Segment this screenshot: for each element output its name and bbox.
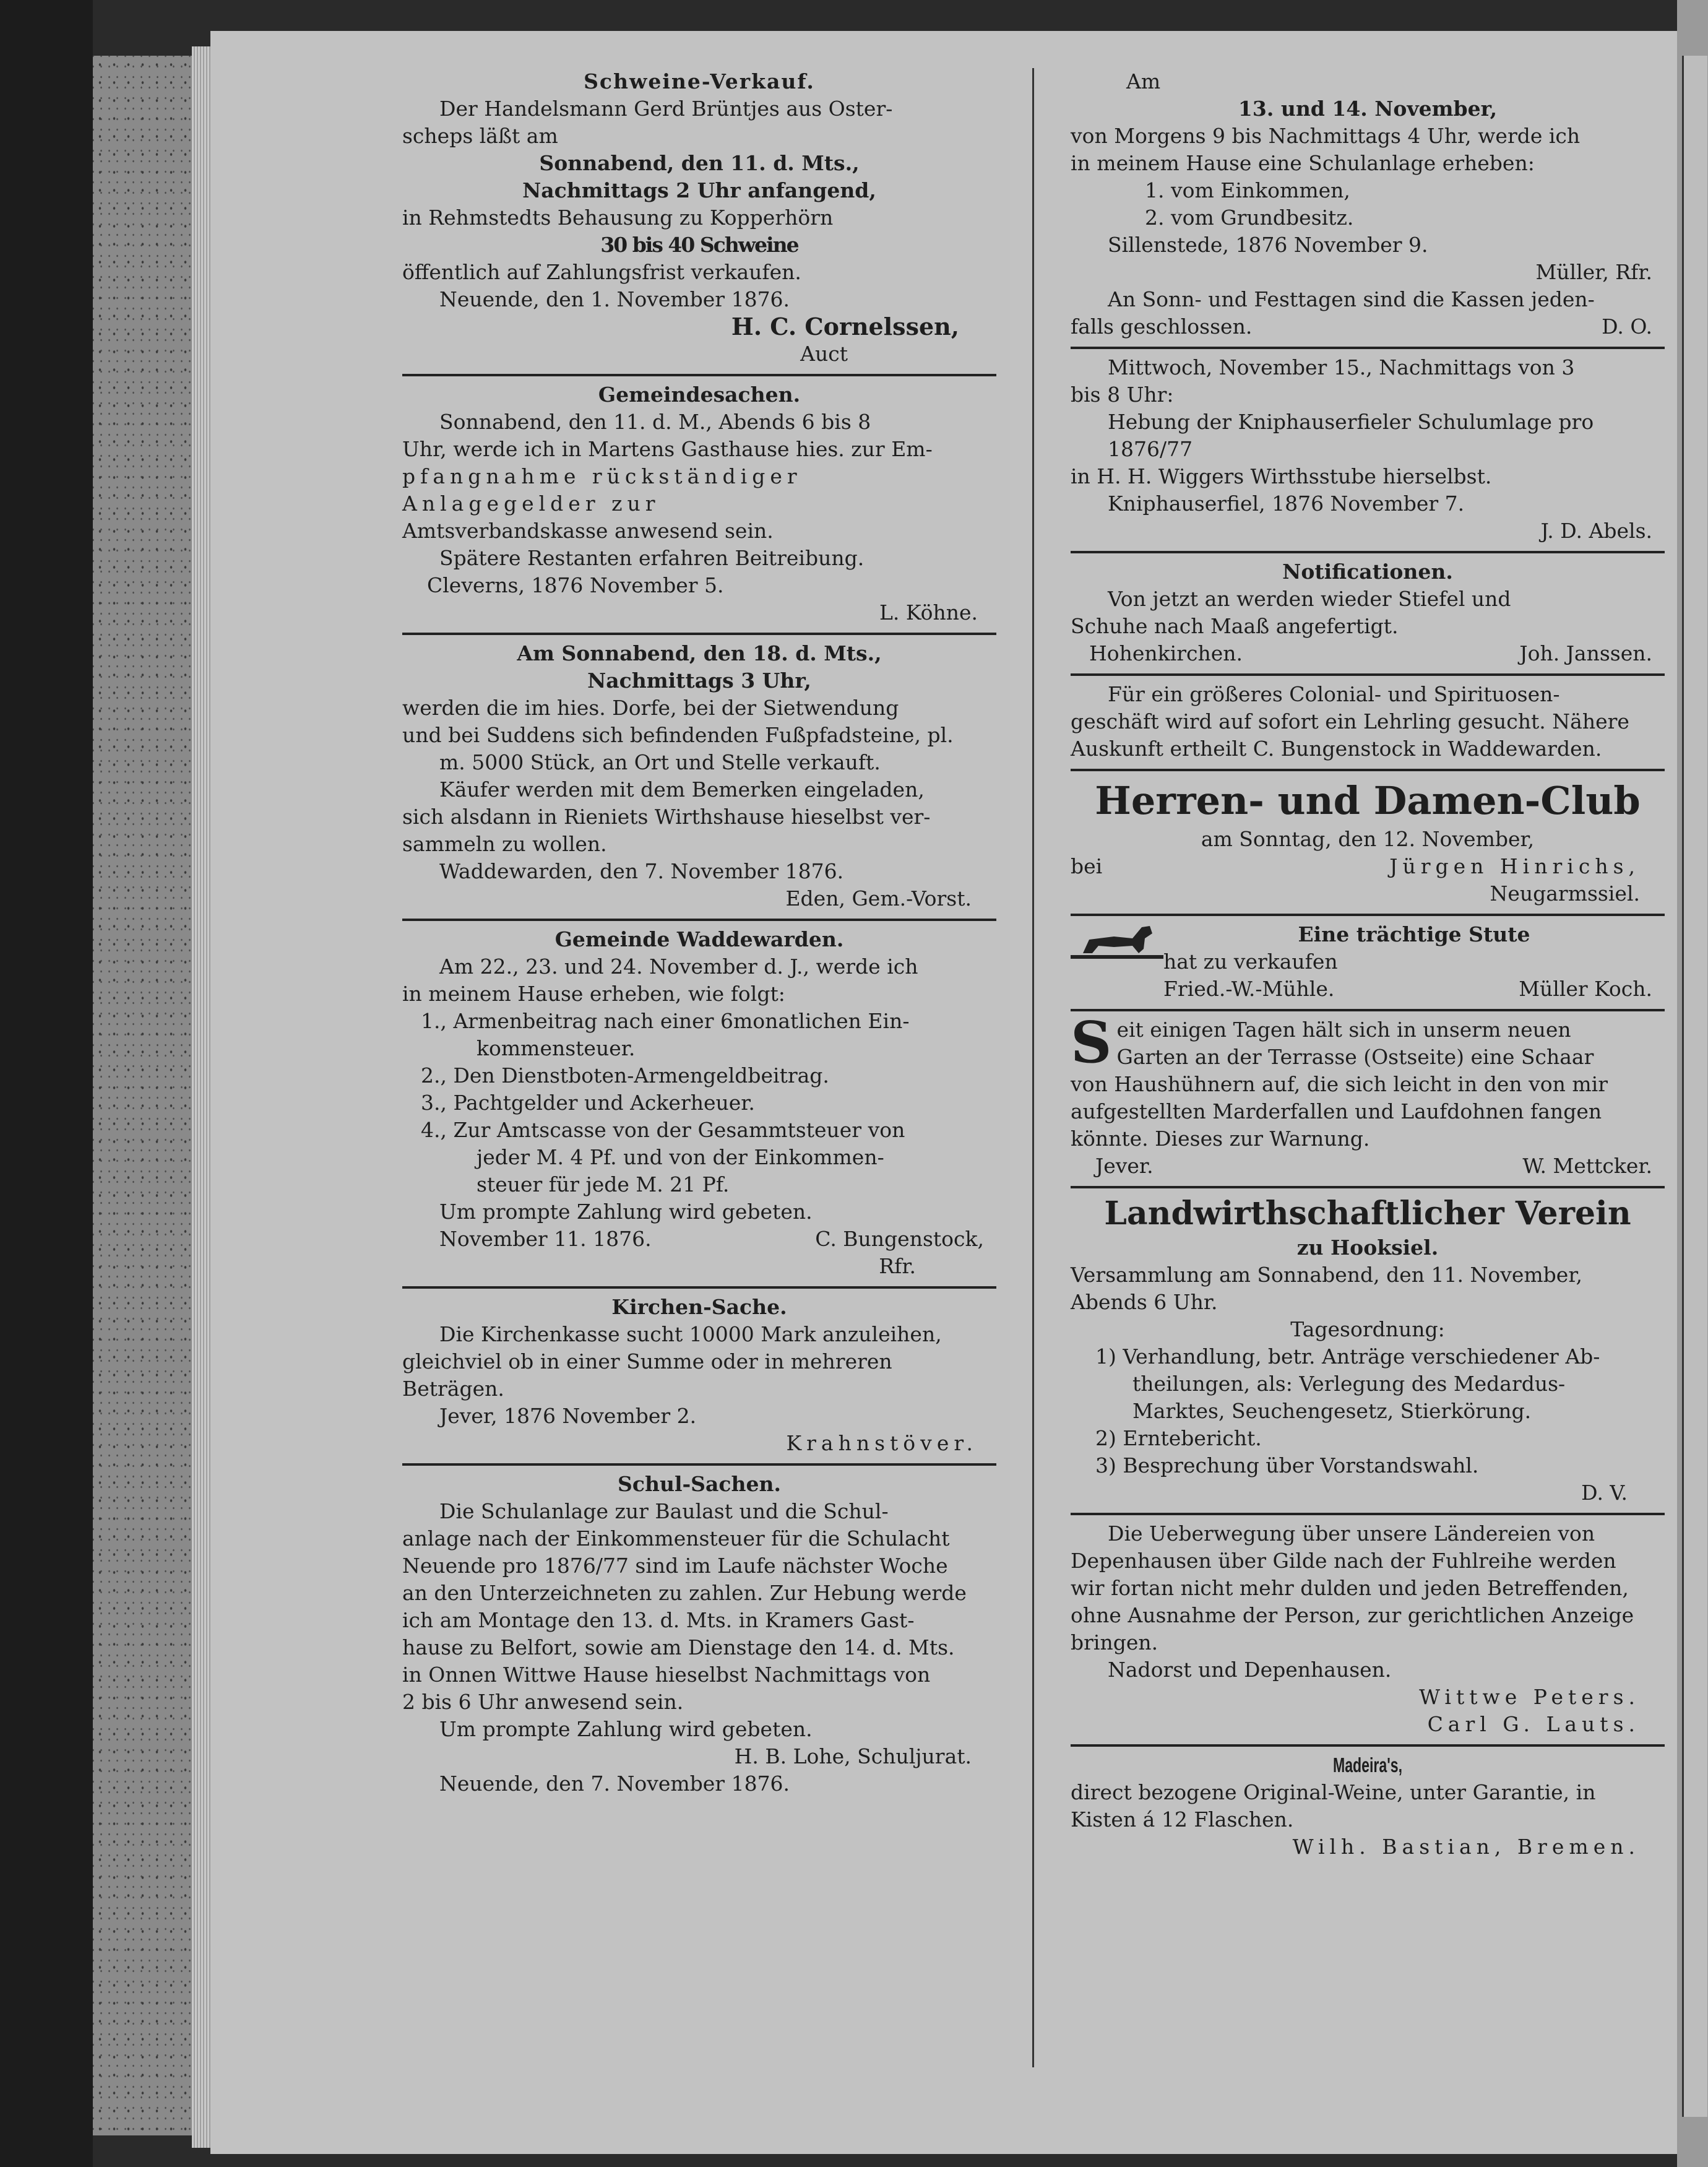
- column-divider: [1032, 68, 1034, 2067]
- text-line: von Morgens 9 bis Nachmittags 4 Uhr, werde ich: [1071, 124, 1581, 148]
- text-line: falls geschlossen.: [1071, 314, 1253, 339]
- text-line: Nadorst und Depenhausen.: [1108, 1658, 1392, 1682]
- signature: Wilh. Bastian, Bremen.: [1292, 1835, 1640, 1859]
- text-line: sich alsdann in Rieniets Wirthshause hieselbst ver-: [402, 805, 931, 829]
- text-line: Der Handelsmann Gerd Brüntjes aus Oster-: [439, 97, 893, 121]
- text-line: Jever, 1876 November 2.: [439, 1404, 697, 1428]
- ad-notificationen: [1071, 558, 1665, 667]
- text-line: anlage nach der Einkommensteuer für die Schulacht: [402, 1526, 950, 1551]
- text-line: direct bezogene Original-Weine, unter Garantie, in: [1071, 1780, 1596, 1804]
- text-line: Neuende pro 1876/77 sind im Laufe nächster Woche: [402, 1554, 948, 1578]
- ad-herren-damen-club: [1071, 776, 1665, 907]
- ad-time: Nachmittags 2 Uhr anfangend,: [522, 178, 876, 202]
- list-item: Marktes, Seuchengesetz, Stierkörung.: [1132, 1399, 1532, 1423]
- page-stack-edge: [192, 46, 210, 2148]
- text-line: Sonnabend, den 11. d. M., Abends 6 bis 8: [439, 410, 871, 434]
- ad-lehrling: [1071, 681, 1665, 763]
- text-line: Mittwoch, November 15., Nachmittags von 3: [1108, 355, 1575, 379]
- ad-headline: 30 bis 40 Schweine: [600, 233, 798, 257]
- place: Fried.-W.-Mühle.: [1163, 977, 1335, 1001]
- book-spine-edge: [93, 56, 192, 2135]
- text-line: Am: [1126, 69, 1161, 93]
- section-rule: [1071, 1009, 1665, 1011]
- section-rule: [402, 1463, 996, 1466]
- list-item: 1) Verhandlung, betr. Anträge verschiedener Ab-: [1095, 1344, 1600, 1369]
- text-line: Schuhe nach Maaß angefertigt.: [1071, 614, 1399, 638]
- text-line: Die Schulanlage zur Baulast und die Schul-: [439, 1499, 889, 1523]
- text-line: geschäft wird auf sofort ein Lehrling gesucht. Nähere: [1071, 709, 1629, 733]
- list-item: 2., Den Dienstboten-Armengeldbeitrag.: [421, 1063, 829, 1088]
- text-line: Abends 6 Uhr.: [1071, 1290, 1218, 1314]
- date: Neuende, den 7. November 1876.: [439, 1771, 790, 1796]
- section-rule: [402, 633, 996, 635]
- list-item: 3) Besprechung über Vorstandswahl.: [1095, 1453, 1479, 1477]
- ad-subtitle: Nachmittags 3 Uhr,: [587, 668, 811, 693]
- section-rule: [1071, 673, 1665, 676]
- ad-title: Schul-Sachen.: [618, 1472, 781, 1496]
- text-line: Um prompte Zahlung wird gebeten.: [439, 1717, 813, 1741]
- text-line: von Haushühnern auf, die sich leicht in den von mir: [1071, 1072, 1608, 1096]
- section-rule: [402, 374, 996, 376]
- ad-title: Notificationen.: [1282, 560, 1453, 584]
- text-line: öffentlich auf Zahlungsfrist verkaufen.: [402, 260, 801, 284]
- signature: D. O.: [1602, 314, 1652, 339]
- horse-icon: [1071, 921, 1163, 971]
- place-signature-row: [1071, 1153, 1665, 1180]
- section-rule: [1071, 1744, 1665, 1747]
- ad-title: Landwirthschaftlicher Verein: [1104, 1195, 1631, 1232]
- text-line: An Sonn- und Festtagen sind die Kassen jeden-: [1108, 287, 1595, 311]
- text-line: und bei Suddens sich befindenden Fußpfadsteine, pl.: [402, 723, 954, 747]
- signature: H. C. Cornelssen,: [731, 313, 959, 340]
- host-row: [1071, 853, 1665, 880]
- text-line: Depenhausen über Gilde nach der Fuhlreihe werden: [1071, 1549, 1616, 1573]
- text-line: könnte. Dieses zur Warnung.: [1071, 1127, 1370, 1151]
- signature: Joh. Janssen.: [1519, 641, 1652, 665]
- place-signature-row: [1071, 975, 1665, 1003]
- section-rule: [402, 1286, 996, 1289]
- text-line: Am 22., 23. und 24. November d. J., werde ich: [439, 954, 918, 979]
- text-line: 1876/77: [1108, 437, 1193, 461]
- ad-schulanlage-sillenstede: [1071, 68, 1665, 286]
- text-line: wir fortan nicht mehr dulden und jeden Betreffenden,: [1071, 1576, 1629, 1600]
- signature: Eden, Gem.-Vorst.: [785, 886, 972, 910]
- stute-header: [1071, 921, 1665, 975]
- ad-date: Sonnabend, den 11. d. Mts.,: [539, 151, 860, 175]
- signature: Carl G. Lauts.: [1427, 1712, 1640, 1736]
- ad-landwirthschaftlicher-verein: [1071, 1193, 1665, 1507]
- ad-schul-sachen: [402, 1471, 996, 1797]
- text-line: Auskunft ertheilt C. Bungenstock in Waddewarden.: [1071, 737, 1602, 761]
- text-line: Für ein größeres Colonial- und Spirituosen-: [1108, 682, 1560, 706]
- ad-title: 13. und 14. November,: [1238, 97, 1498, 121]
- signature: Müller, Rfr.: [1535, 260, 1652, 284]
- list-item: kommensteuer.: [477, 1036, 636, 1060]
- date: November 11. 1876.: [439, 1227, 652, 1251]
- text-line: Von jetzt an werden wieder Stiefel und: [1108, 587, 1511, 611]
- text-line: m. 5000 Stück, an Ort und Stelle verkauft.: [439, 750, 881, 774]
- list-item: theilungen, als: Verlegung des Medardus-: [1132, 1372, 1566, 1396]
- signature: J. D. Abels.: [1540, 519, 1652, 543]
- text-row: [1071, 313, 1665, 340]
- ad-title: Gemeinde Waddewarden.: [554, 927, 844, 951]
- text-line: eit einigen Tagen hält sich in unserm neuen: [1116, 1018, 1571, 1042]
- ad-gemeindesachen: [402, 381, 996, 626]
- section-rule: [1071, 914, 1665, 916]
- text-line: bis 8 Uhr:: [1071, 383, 1174, 407]
- signature-title: Rfr.: [879, 1254, 916, 1278]
- list-item: 2. vom Grundbesitz.: [1145, 205, 1354, 230]
- drop-cap: S: [1071, 1009, 1112, 1076]
- text-line: Um prompte Zahlung wird gebeten.: [439, 1200, 813, 1224]
- section-rule: [1071, 1186, 1665, 1188]
- text-line: in H. H. Wiggers Wirthsstube hierselbst.: [1071, 464, 1492, 488]
- text-line: hat zu verkaufen: [1163, 949, 1338, 974]
- ad-title: Madeira's,: [1332, 1754, 1403, 1776]
- place-signature-row: [1071, 640, 1665, 667]
- text-line: an den Unterzeichneten zu zahlen. Zur Hebung werde: [402, 1581, 967, 1605]
- signature: Müller Koch.: [1519, 977, 1652, 1001]
- text-line: Sillenstede, 1876 November 9.: [1108, 233, 1428, 257]
- text-line: Uhr, werde ich in Martens Gasthause hies. zur Em-: [402, 437, 933, 461]
- text-line: werden die im hies. Dorfe, bei der Sietwendung: [402, 696, 899, 720]
- text-line: Cleverns, 1876 November 5.: [427, 573, 724, 597]
- text-line: hause zu Belfort, sowie am Dienstage den 14. d. Mts.: [402, 1635, 955, 1659]
- right-column: [1071, 68, 1665, 1861]
- ad-madeira: [1071, 1752, 1665, 1861]
- ad-title: Am Sonnabend, den 18. d. Mts.,: [517, 641, 882, 665]
- text-line: Kisten á 12 Flaschen.: [1071, 1807, 1294, 1832]
- place: Neugarmssiel.: [1490, 881, 1640, 906]
- ad-am-sonnabend: [402, 640, 996, 912]
- section-rule: [402, 919, 996, 921]
- list-item: steuer für jede M. 21 Pf.: [477, 1172, 730, 1196]
- text-line: Neuende, den 1. November 1876.: [439, 287, 790, 311]
- ad-subtitle: zu Hooksiel.: [1296, 1235, 1439, 1260]
- text-line: am Sonntag, den 12. November,: [1201, 827, 1535, 851]
- text-line: Spätere Restanten erfahren Beitreibung.: [439, 546, 865, 570]
- section-rule: [1071, 1513, 1665, 1515]
- signature: L. Köhne.: [879, 600, 978, 625]
- text-line: Waddewarden, den 7. November 1876.: [439, 859, 844, 883]
- text-line: Hebung der Kniphauserfieler Schulumlage pro: [1108, 410, 1594, 434]
- left-column: [402, 68, 996, 1797]
- ad-title: Kirchen-Sache.: [611, 1295, 787, 1319]
- list-item: 1. vom Einkommen,: [1145, 178, 1350, 202]
- ad-title: Gemeindesachen.: [598, 383, 801, 407]
- text-line: sammeln zu wollen.: [402, 832, 607, 856]
- ad-gemeinde-waddewarden: [402, 926, 996, 1280]
- text-line: Käufer werden mit dem Bemerken eingeladen,: [439, 777, 925, 802]
- text-line: in Rehmstedts Behausung zu Kopperhörn: [402, 205, 834, 230]
- text-line: in Onnen Wittwe Hause hieselbst Nachmittags von: [402, 1663, 931, 1687]
- text-line: Versammlung am Sonnabend, den 11. November,: [1071, 1263, 1582, 1287]
- text-line: Die Ueberwegung über unsere Ländereien von: [1108, 1521, 1595, 1546]
- text-line: ich am Montage den 13. d. Mts. in Kramers Gast-: [402, 1608, 915, 1632]
- date-signature-row: [402, 1226, 996, 1253]
- signature: C. Bungenstock,: [815, 1227, 984, 1251]
- next-page-edge: [1677, 0, 1708, 2167]
- text-line: gleichviel ob in einer Summe oder in mehreren: [402, 1349, 892, 1373]
- text-line: Die Kirchenkasse sucht 10000 Mark anzuleihen,: [439, 1322, 942, 1346]
- text-line: scheps läßt am: [402, 124, 558, 148]
- text-line: Tagesordnung:: [1290, 1317, 1445, 1341]
- ad-kassen: [1071, 286, 1665, 340]
- ad-title: Herren- und Damen-Club: [1095, 778, 1641, 823]
- ad-schweine-verkauf: [402, 68, 996, 368]
- ad-stute: [1071, 921, 1665, 1003]
- signature: D. V.: [1581, 1481, 1628, 1505]
- ad-title: Eine trächtige Stute: [1298, 922, 1530, 946]
- list-item: 4., Zur Amtscasse von der Gesammtsteuer von: [421, 1118, 905, 1142]
- text-line: Garten an der Terrasse (Ostseite) eine Schaar: [1116, 1045, 1594, 1069]
- text-line: bringen.: [1071, 1630, 1158, 1654]
- section-rule: [1071, 347, 1665, 349]
- text-line: pfangnahme rückständiger Anlagegelder zur: [402, 464, 802, 516]
- text-line: Kniphauserfiel, 1876 November 7.: [1108, 491, 1465, 516]
- text-line: 2 bis 6 Uhr anwesend sein.: [402, 1690, 684, 1714]
- signature: H. B. Lohe, Schuljurat.: [734, 1744, 972, 1768]
- list-item: 3., Pachtgelder und Ackerheuer.: [421, 1091, 755, 1115]
- text-line: ohne Ausnahme der Person, zur gerichtlichen Anzeige: [1071, 1603, 1634, 1627]
- text-line: Amtsverbandskasse anwesend sein.: [402, 519, 774, 543]
- stute-text: [1163, 921, 1665, 975]
- ad-mittwoch: [1071, 354, 1665, 545]
- text-line: in meinem Hause eine Schulanlage erheben:: [1071, 151, 1535, 175]
- signature: Krahnstöver.: [786, 1431, 978, 1455]
- place: Jever.: [1095, 1154, 1154, 1178]
- list-item: jeder M. 4 Pf. und von der Einkommen-: [477, 1145, 884, 1169]
- signature-title: Auct: [800, 342, 848, 366]
- signature: Wittwe Peters.: [1419, 1685, 1640, 1709]
- ad-kirchen-sache: [402, 1294, 996, 1457]
- host-name: Jürgen Hinrichs,: [1389, 854, 1640, 878]
- text-line: Beträgen.: [402, 1377, 504, 1401]
- text-line: aufgestellten Marderfallen und Laufdohnen fangen: [1071, 1099, 1602, 1123]
- place: Hohenkirchen.: [1089, 641, 1243, 665]
- scan-background: [0, 0, 93, 2167]
- ad-ueberwegung: [1071, 1520, 1665, 1738]
- text-line: bei: [1071, 854, 1103, 878]
- ad-title: Schweine-Verkauf.: [584, 69, 815, 93]
- signature: W. Mettcker.: [1522, 1154, 1652, 1178]
- text-line: in meinem Hause erheben, wie folgt:: [402, 982, 785, 1006]
- ad-haushuehner: [1071, 1009, 1665, 1180]
- list-item: 1., Armenbeitrag nach einer 6monatlichen Ein-: [421, 1009, 910, 1033]
- section-rule: [1071, 551, 1665, 553]
- section-rule: [1071, 769, 1665, 771]
- list-item: 2) Erntebericht.: [1095, 1426, 1262, 1450]
